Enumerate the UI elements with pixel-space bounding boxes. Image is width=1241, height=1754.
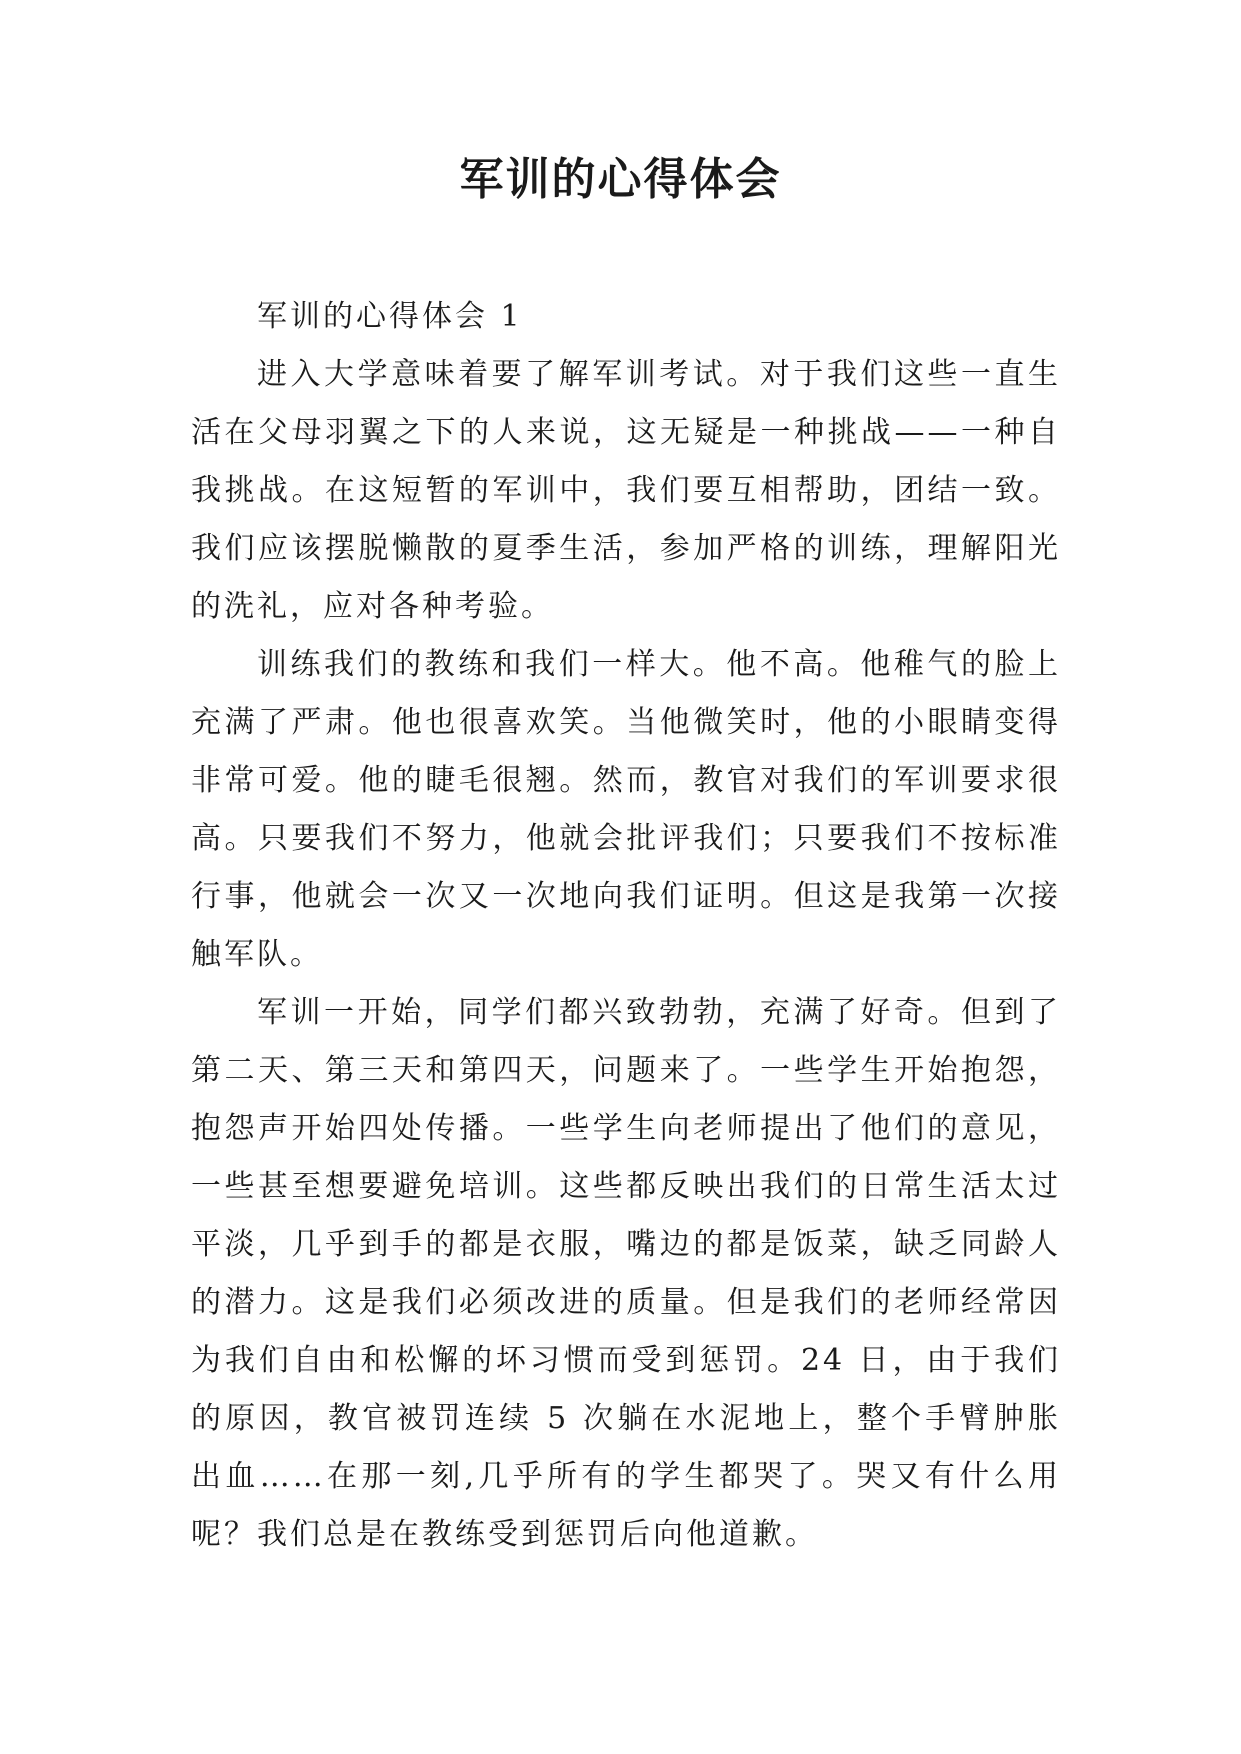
- paragraph-3: 军训一开始，同学们都兴致勃勃，充满了好奇。但到了第二天、第三天和第四天，问题来了。一些学生开始抱怨，抱怨声开始四处传播。一些学生向老师提出了他们的意见，一些甚至想要避免培训。这些都反映出我们的日常生活太过平淡，几乎到手的都是衣服，嘴边的都是饭菜，缺乏同龄人的潜力。这是我们必须改进的质量。但是我们的老师经常因为我们自由和松懈的坏习惯而受到惩罚。24 日，由于我们的原因，教官被罚连续 5 次躺在水泥地上，整个手臂肿胀出血……在那一刻,几乎所有的学生都哭了。哭又有什么用呢？我们总是在教练受到惩罚后向他道歉。: [191, 995, 1061, 1552]
- paragraph-1: 进入大学意味着要了解军训考试。对于我们这些一直生活在父母羽翼之下的人来说，这无疑是一种挑战——一种自我挑战。在这短暂的军训中，我们要互相帮助，团结一致。我们应该摆脱懒散的夏季生活，参加严格的训练，理解阳光的洗礼，应对各种考验。: [191, 357, 1061, 624]
- document-body: [191, 288, 1061, 1564]
- document-title: 军训的心得体会: [459, 154, 782, 205]
- section-heading: 军训的心得体会 1: [257, 299, 523, 334]
- paragraph-2: 训练我们的教练和我们一样大。他不高。他稚气的脸上充满了严肃。他也很喜欢笑。当他微笑时，他的小眼睛变得非常可爱。他的睫毛很翘。然而，教官对我们的军训要求很高。只要我们不努力，他就会批评我们；只要我们不按标准行事，他就会一次又一次地向我们证明。但这是我第一次接触军队。: [191, 647, 1061, 972]
